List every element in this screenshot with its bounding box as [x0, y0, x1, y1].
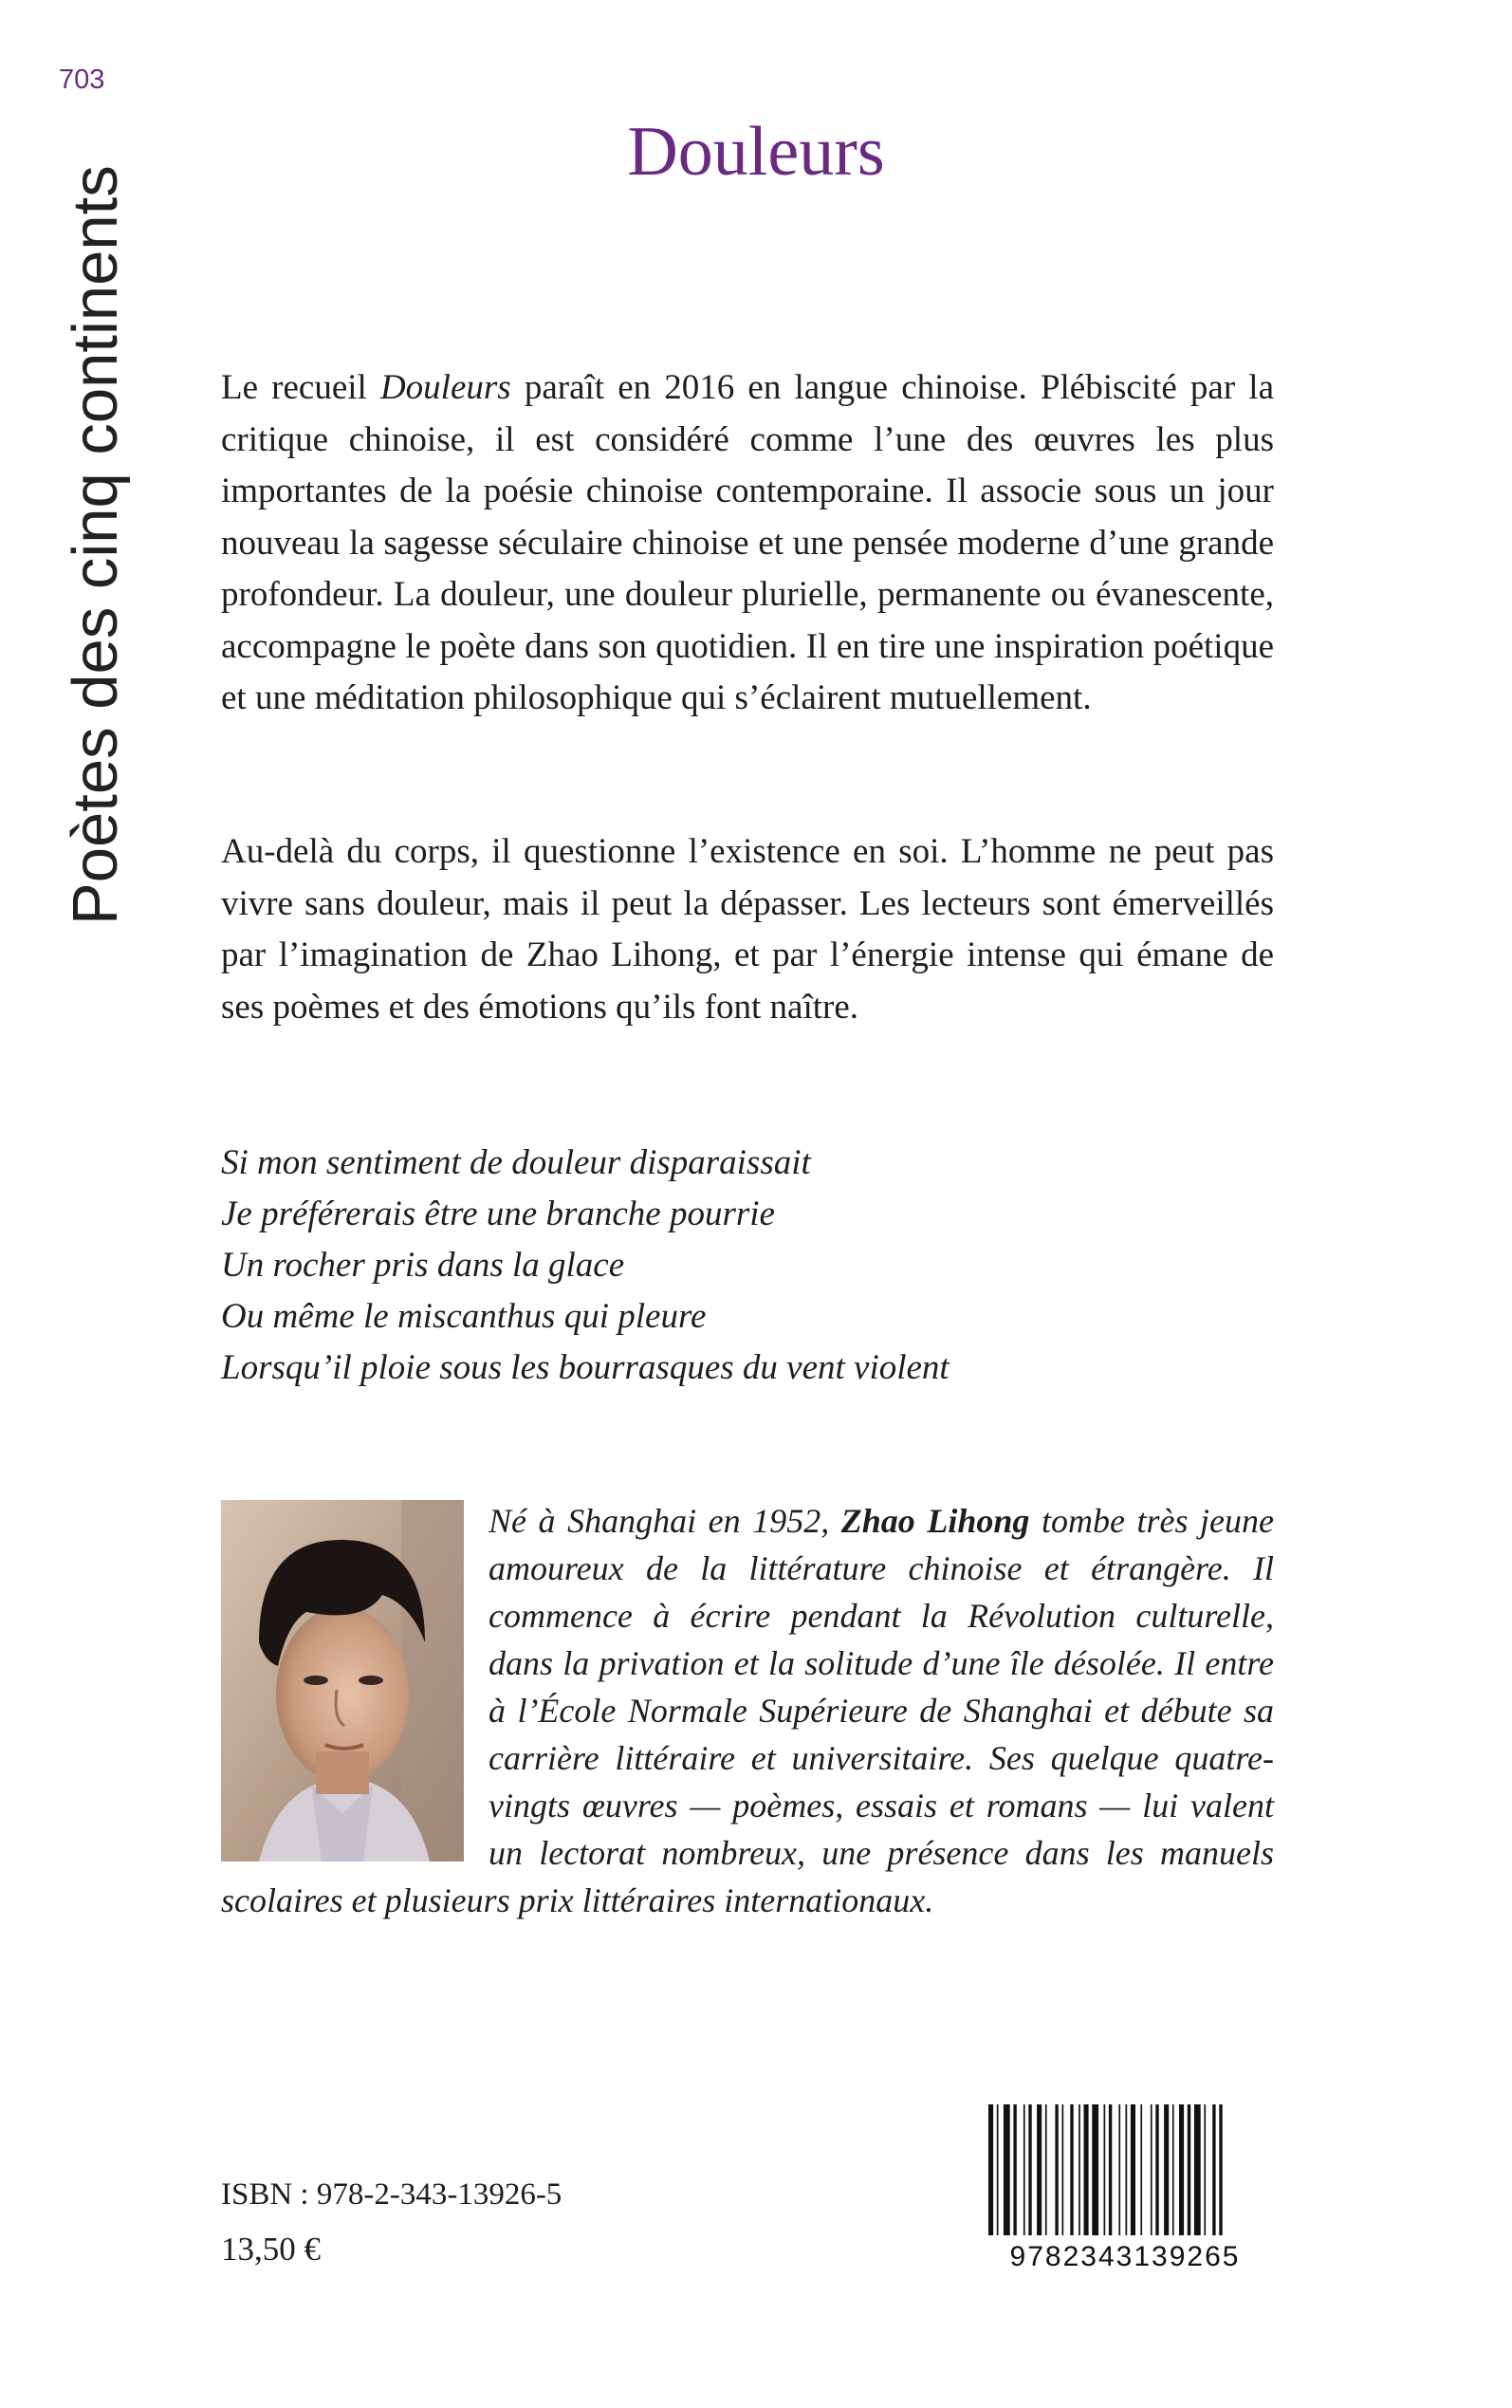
barcode-bar — [1188, 2104, 1190, 2235]
barcode-bar — [1140, 2104, 1142, 2235]
barcode-bar — [1118, 2104, 1120, 2235]
barcode-bar — [997, 2104, 999, 2235]
barcode-bar — [1013, 2104, 1016, 2235]
author-photo — [221, 1500, 464, 1862]
barcode-bar — [1179, 2104, 1184, 2235]
book-title-inline: Douleurs — [379, 368, 511, 407]
description-paragraph-1 — [221, 362, 1274, 725]
book-title: Douleurs — [627, 113, 885, 191]
price: 13,50 € — [221, 2231, 321, 2268]
series-number: 703 — [59, 65, 105, 95]
bio-text: tombe très jeune amoureux de la littérature chinoise et étrangère. Il commence à écrire pendant la Révolution culturelle, dans la privation et la solitude d’une île désolée. Il entre à l’École Normale Supérieure de Shanghai et débute sa carrière littéraire et universitaire. Ses quelque quatre-vingts œuvres — poèmes, essais et romans — lui valent un lectorat nombreux, une présence dans les manuels scolaires et plusieurs prix littéraires internationaux. — [221, 1502, 1275, 1919]
barcode-bar — [1092, 2104, 1098, 2235]
barcode-bars — [988, 2104, 1223, 2235]
barcode-bar — [988, 2104, 993, 2235]
barcode-bar — [1164, 2104, 1169, 2235]
barcode — [983, 2104, 1267, 2270]
barcode-bar — [1055, 2104, 1058, 2235]
barcode-bar — [1194, 2104, 1201, 2235]
poem-line: Un rocher pris dans la glace — [221, 1246, 625, 1285]
barcode-bar — [1212, 2104, 1215, 2235]
barcode-bar — [1219, 2104, 1222, 2235]
barcode-bar — [1172, 2104, 1174, 2235]
barcode-bar — [1109, 2104, 1112, 2235]
poem-line: Ou même le miscanthus qui pleure — [221, 1297, 707, 1336]
barcode-bar — [1104, 2104, 1106, 2235]
poem-line: Lorsqu’il ploie sous les bourrasques du vent violent — [221, 1348, 950, 1387]
barcode-bar — [1079, 2104, 1080, 2235]
barcode-bar — [1204, 2104, 1206, 2235]
barcode-bar — [1070, 2104, 1073, 2235]
barcode-bar — [1131, 2104, 1135, 2235]
poem-excerpt — [221, 1138, 950, 1394]
barcode-bar — [1004, 2104, 1010, 2235]
barcode-bar — [1062, 2104, 1064, 2235]
barcode-bar — [1037, 2104, 1042, 2235]
series-title: Poètes des cinq continents — [60, 165, 131, 925]
barcode-bar — [1023, 2104, 1025, 2235]
isbn: ISBN : 978-2-343-13926-5 — [221, 2177, 562, 2212]
author-bio — [221, 1497, 1274, 1924]
author-name: Zhao Lihong — [840, 1502, 1030, 1540]
barcode-bar — [1126, 2104, 1128, 2235]
barcode-bar — [1028, 2104, 1031, 2235]
paragraph-text: Le recueil — [221, 368, 380, 407]
bio-text: Né à Shanghai en 1952, — [489, 1502, 841, 1540]
barcode-bar — [1045, 2104, 1047, 2235]
poem-line: Je préférerais être une branche pourrie — [221, 1195, 775, 1233]
barcode-bar — [1084, 2104, 1089, 2235]
poem-line: Si mon sentiment de douleur disparaissait — [221, 1143, 811, 1182]
paragraph-text: Au-delà du corps, il questionne l’existence en soi. L’homme ne peut pas vivre sans douleur, mais il peut la dépasser. Les lecteurs sont émerveillés par l’imagination de Zhao Lihong, et par l’énergie intense qui émane de ses poèmes et des émotions qu’ils font naître. — [221, 832, 1274, 1027]
barcode-digits: 9782343139265 — [1009, 2241, 1241, 2270]
barcode-bar — [1151, 2104, 1152, 2235]
description-paragraph-2 — [221, 826, 1274, 1033]
barcode-bar — [1155, 2104, 1158, 2235]
paragraph-text: paraît en 2016 en langue chinoise. Plébiscité par la critique chinoise, il est considéré comme l’une des œuvres les plus importantes de la poésie chinoise contemporaine. Il associe sous un jour nouveau la sagesse séculaire chinoise et une pensée moderne d’une grande profondeur. La douleur, une douleur plurielle, permanente ou évanescente, accompagne le poète dans son quotidien. Il en tire une inspiration poétique et une méditation philosophique qui s’éclairent mutuellement. — [221, 368, 1274, 717]
